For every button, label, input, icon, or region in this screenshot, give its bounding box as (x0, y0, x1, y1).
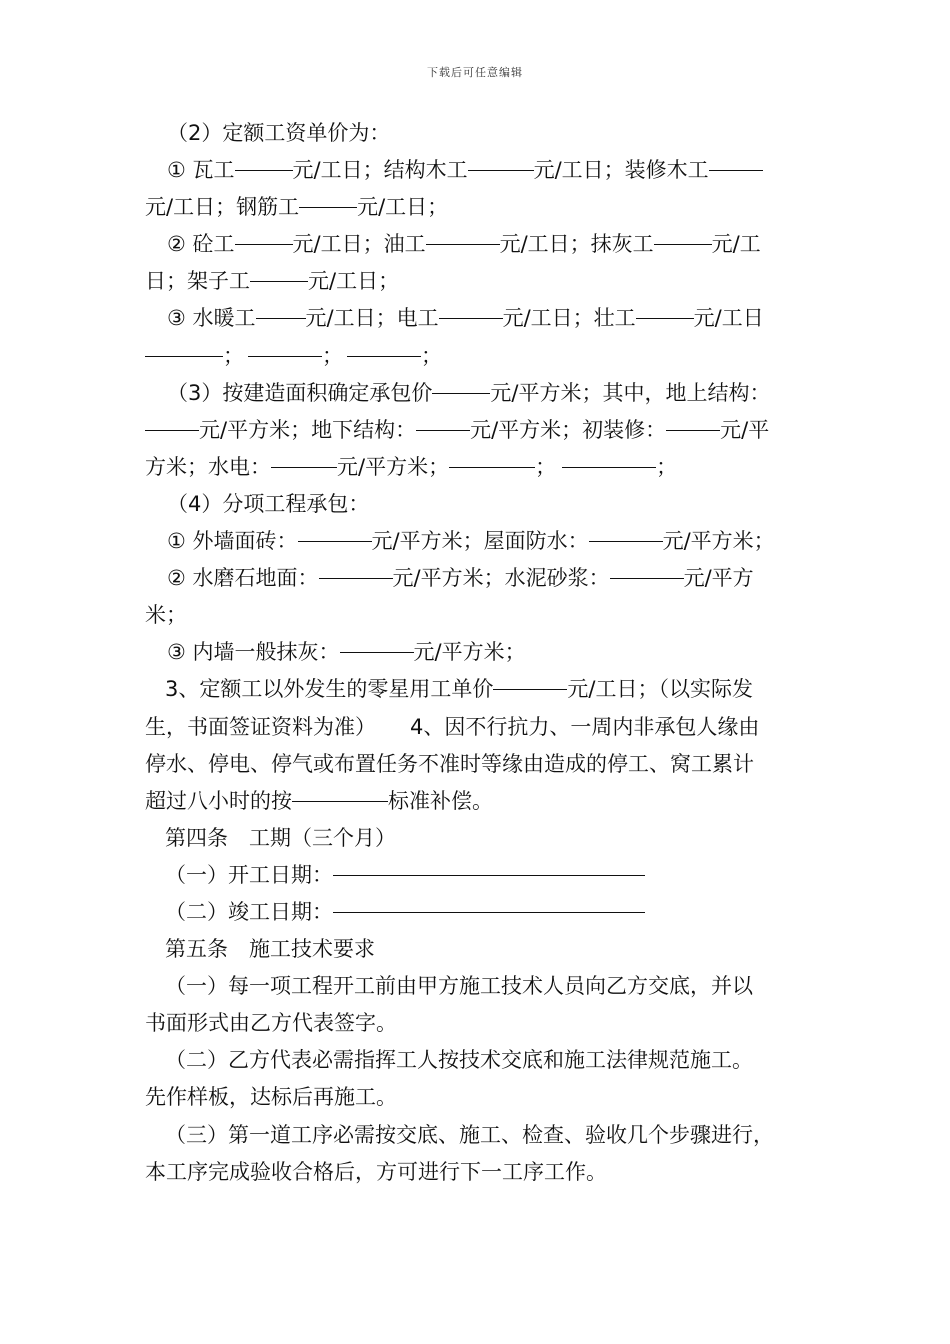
line-text: 4、因不行抗力、一周内非承包人缘由 (410, 714, 760, 739)
line-text: 方米；水电： (145, 454, 271, 479)
line-text: 元/平方米；地下结构： (199, 417, 417, 442)
text-line (145, 671, 817, 708)
line-text: ； (535, 454, 557, 479)
text-line (145, 523, 817, 560)
line-text: 元/工日； (308, 269, 400, 294)
line-text: 元/工日； (357, 195, 449, 220)
fill-blank (319, 577, 393, 579)
fill-blank (271, 466, 337, 468)
fill-blank (426, 243, 500, 245)
line-text: 元/平方 (683, 566, 754, 591)
document-body (145, 115, 817, 1191)
fill-blank (610, 577, 684, 579)
line-text: （一）开工日期： (165, 862, 333, 887)
section-heading (145, 820, 817, 857)
line-text: 元/平方米；水泥砂浆： (392, 566, 610, 591)
text-line (145, 1079, 817, 1116)
fill-blank (562, 466, 656, 468)
line-text: 书面形式由乙方代表签字。 (145, 1011, 397, 1036)
line-text: （三）第一道工序必需按交底、施工、检查、验收几个步骤进行， (165, 1122, 774, 1147)
text-line (145, 486, 817, 523)
fill-blank (235, 243, 293, 245)
text-line (145, 857, 817, 894)
fill-blank-end-date (333, 911, 645, 913)
fill-blank (299, 206, 357, 208)
line-text: （2）定额工资单价为： (167, 121, 391, 145)
fill-blank (145, 355, 223, 357)
fill-blank (666, 429, 720, 431)
line-text: 本工序完成验收合格后，方可进行下一工序工作。 (145, 1159, 607, 1184)
line-text: ① 外墙面砖： (167, 529, 298, 554)
line-text: ； (421, 343, 442, 368)
line-text: 第四条 工期（三个月） (165, 825, 396, 850)
line-text: 元/平方米；其中，地上结构： (490, 380, 771, 405)
fill-blank (347, 355, 421, 357)
line-text: ② 水磨石地面： (167, 566, 319, 591)
line-text: 元/工日；抹灰工 (499, 232, 654, 257)
fill-blank (292, 800, 388, 802)
line-text: 元/平 (720, 417, 770, 442)
text-line (145, 115, 817, 152)
text-line (145, 968, 817, 1005)
line-text: ① 瓦工 (167, 158, 235, 183)
text-line (145, 634, 817, 671)
text-line (145, 894, 817, 931)
text-line (145, 226, 817, 263)
text-line (145, 1005, 817, 1042)
fill-blank (235, 169, 293, 171)
line-text: ； (223, 343, 244, 368)
text-line (145, 597, 817, 634)
line-text: 元/平方米；初装修： (470, 417, 667, 442)
line-text: ② 砼工 (167, 232, 235, 257)
fill-blank (468, 169, 534, 171)
line-text: ③ 水暖工 (167, 306, 256, 331)
text-line (145, 338, 817, 375)
line-text: 超过八小时的按 (145, 788, 292, 813)
line-text: ③ 内墙一般抹灰： (167, 640, 340, 665)
line-text: 米； (145, 603, 187, 628)
fill-blank (493, 688, 567, 690)
line-text: 元/工日；钢筋工 (145, 195, 300, 220)
text-line (145, 1154, 817, 1191)
text-line (145, 189, 817, 226)
fill-blank (416, 429, 470, 431)
line-text: 停水、停电、停气或布置任务不准时等缘由造成的停工、窝工累计 (145, 751, 754, 776)
line-text: 元/工日；装修木工 (533, 158, 709, 183)
line-text: 日；架子工 (145, 269, 250, 294)
line-text: 元/工日；电工 (305, 306, 439, 331)
fill-blank (298, 540, 372, 542)
line-text: （3）按建造面积确定承包价 (167, 380, 433, 405)
line-text: 元/平方米；屋面防水： (371, 529, 589, 554)
fill-blank (589, 540, 663, 542)
fill-blank (250, 280, 308, 282)
text-line (145, 263, 817, 300)
line-text: 元/平方米； (662, 529, 775, 554)
line-text: 元/工日；结构木工 (292, 158, 468, 183)
line-text: （二）乙方代表必需指挥工人按技术交底和施工法律规范施工。 (165, 1048, 753, 1073)
line-text: ； (656, 454, 678, 479)
line-text: （一）每一项工程开工前由甲方施工技术人员向乙方交底，并以 (165, 974, 753, 999)
line-text: ； (322, 343, 343, 368)
fill-blank-start-date (333, 874, 645, 876)
line-text: 元/工日；油工 (292, 232, 426, 257)
fill-blank (709, 169, 763, 171)
text-line (145, 375, 817, 412)
text-line (145, 449, 817, 486)
fill-blank (636, 317, 694, 319)
line-text: 元/工日 (693, 306, 764, 331)
fill-blank (432, 392, 490, 394)
line-text: 元/工 (711, 232, 761, 257)
line-text: 生，书面签证资料为准） (145, 714, 376, 739)
text-line (145, 783, 817, 820)
line-text: （二）竣工日期： (165, 899, 333, 924)
text-line (145, 1117, 817, 1154)
text-line (145, 1042, 817, 1079)
line-text: 标准补偿。 (388, 788, 493, 813)
text-line (145, 746, 817, 783)
section-heading (145, 931, 817, 968)
fill-blank (145, 429, 199, 431)
text-line (145, 412, 817, 449)
line-text: （4）分项工程承包： (167, 491, 370, 516)
text-line (145, 300, 817, 337)
text-line (145, 709, 817, 746)
fill-blank (654, 243, 712, 245)
page-header-note: 下载后可任意编辑 (427, 66, 523, 79)
line-text: 第五条 施工技术要求 (165, 937, 375, 962)
fill-blank (256, 317, 306, 319)
fill-blank (340, 651, 414, 653)
fill-blank (449, 466, 535, 468)
line-text: 3、定额工以外发生的零星用工单价 (165, 677, 494, 702)
line-text: 元/工日；壮工 (502, 306, 636, 331)
line-text: 元/平方米； (337, 454, 450, 479)
text-line (145, 560, 817, 597)
fill-blank (248, 355, 322, 357)
line-text: 元/工日；（以实际发 (567, 677, 753, 702)
fill-blank (439, 317, 503, 319)
text-line (145, 152, 817, 189)
line-text: 先作样板，达标后再施工。 (145, 1085, 397, 1110)
line-text: 元/平方米； (413, 640, 526, 665)
